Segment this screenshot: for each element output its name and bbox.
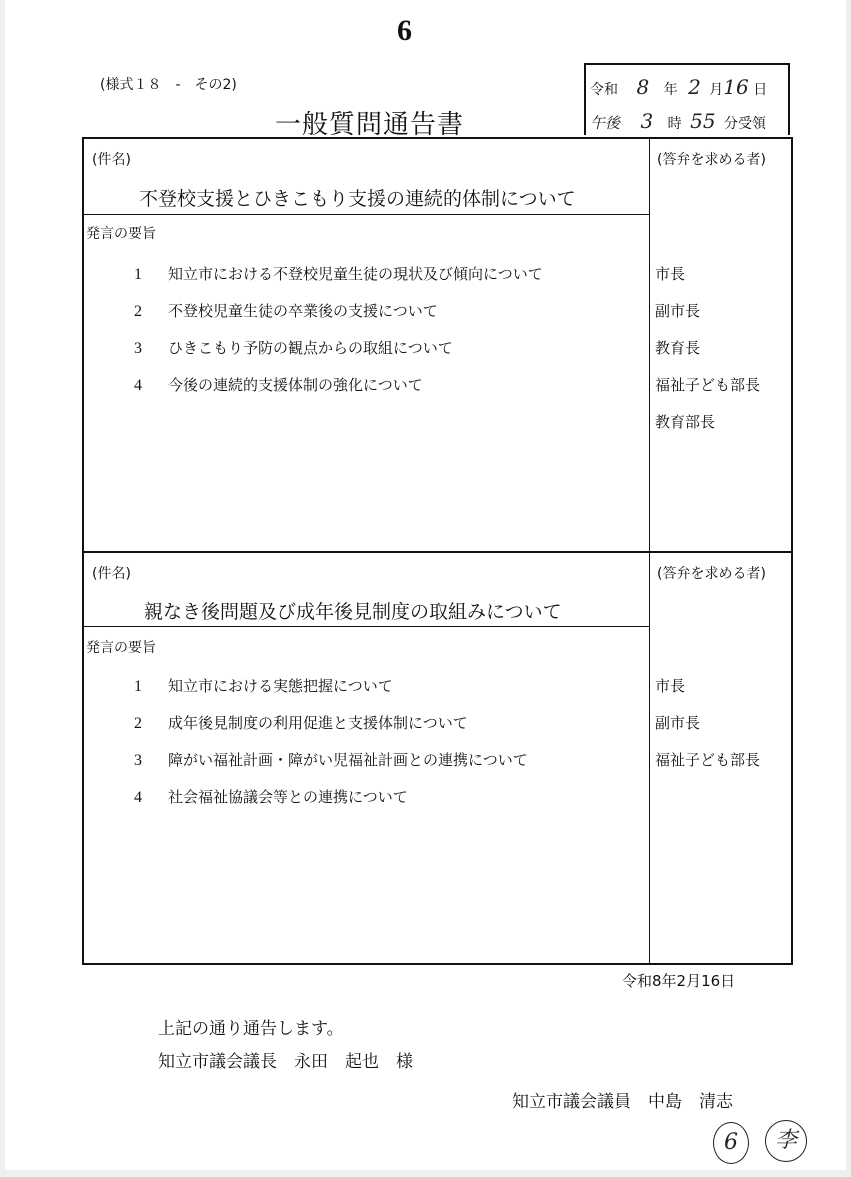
sender: 知立市議会議員 中島 清志	[512, 1092, 733, 1112]
handwritten-minute: 55	[690, 109, 716, 133]
subject-title: 親なき後問題及び成年後見制度の取組みについて	[144, 601, 562, 623]
summary-item: 2 成年後見制度の利用促進と支援体制について	[134, 714, 468, 732]
month-unit: 月	[709, 82, 724, 98]
handwritten-hour: 3	[640, 109, 654, 133]
subject-label: (件名)	[92, 152, 131, 168]
column-divider	[649, 139, 650, 551]
handwritten-month: 2	[688, 75, 701, 99]
addressee: 知立市議会議長 永田 起也 様	[158, 1052, 413, 1072]
subject-label: (件名)	[92, 566, 131, 582]
handwritten-year: 8	[636, 75, 650, 99]
subject-title: 不登校支援とひきこもり支援の連続的体制について	[139, 188, 576, 210]
document-page	[5, 0, 846, 1170]
respondent: 市長	[655, 677, 686, 695]
summary-item: 1 知立市における不登校児童生徒の現状及び傾向について	[134, 265, 543, 283]
column-divider	[649, 553, 650, 965]
subject-divider	[84, 214, 650, 215]
question-table	[82, 137, 793, 965]
receipt-stamp	[584, 63, 790, 135]
summary-item: 4 社会福祉協議会等との連携について	[134, 788, 408, 806]
question-block-2	[84, 551, 791, 965]
handwritten-circled-mark: 6	[713, 1122, 749, 1164]
respondent: 教育部長	[655, 413, 716, 431]
respondent: 福祉子ども部長	[655, 751, 761, 769]
notice-date: 令和8年2月16日	[622, 972, 736, 990]
notice-statement: 上記の通り通告します。	[158, 1019, 344, 1039]
summary-label: 発言の要旨	[86, 226, 156, 242]
respondents-label: (答弁を求める者)	[657, 152, 766, 168]
day-unit: 日	[753, 82, 768, 98]
handwritten-day: 16	[723, 75, 749, 99]
respondent: 副市長	[655, 714, 701, 732]
minute-unit: 分受領	[724, 116, 767, 132]
summary-item: 1 知立市における実態把握について	[134, 677, 393, 695]
question-block-1	[84, 139, 791, 551]
subject-divider	[84, 626, 650, 627]
document-title: 一般質問通告書	[275, 110, 465, 140]
respondent: 福祉子ども部長	[655, 376, 761, 394]
receipt-time	[590, 109, 766, 133]
summary-item: 3 ひきこもり予防の観点からの取組について	[134, 339, 453, 357]
respondents-label: (答弁を求める者)	[657, 566, 766, 582]
handwritten-ampm: 午後	[590, 114, 621, 132]
page-number: 6	[397, 14, 412, 47]
respondent: 市長	[655, 265, 686, 283]
summary-item: 2 不登校児童生徒の卒業後の支援について	[134, 302, 438, 320]
form-code: (様式１８ - その2)	[100, 77, 237, 93]
era: 令和	[590, 82, 618, 98]
summary-item: 4 今後の連続的支援体制の強化について	[134, 376, 423, 394]
summary-label: 発言の要旨	[86, 640, 156, 656]
receipt-date	[590, 75, 767, 99]
summary-item: 3 障がい福祉計画・障がい児福祉計画との連携について	[134, 751, 528, 769]
year-unit: 年	[663, 82, 678, 98]
hour-unit: 時	[667, 116, 682, 132]
handwritten-circled-seal: 李	[765, 1120, 807, 1162]
respondent: 教育長	[655, 339, 701, 357]
respondent: 副市長	[655, 302, 701, 320]
